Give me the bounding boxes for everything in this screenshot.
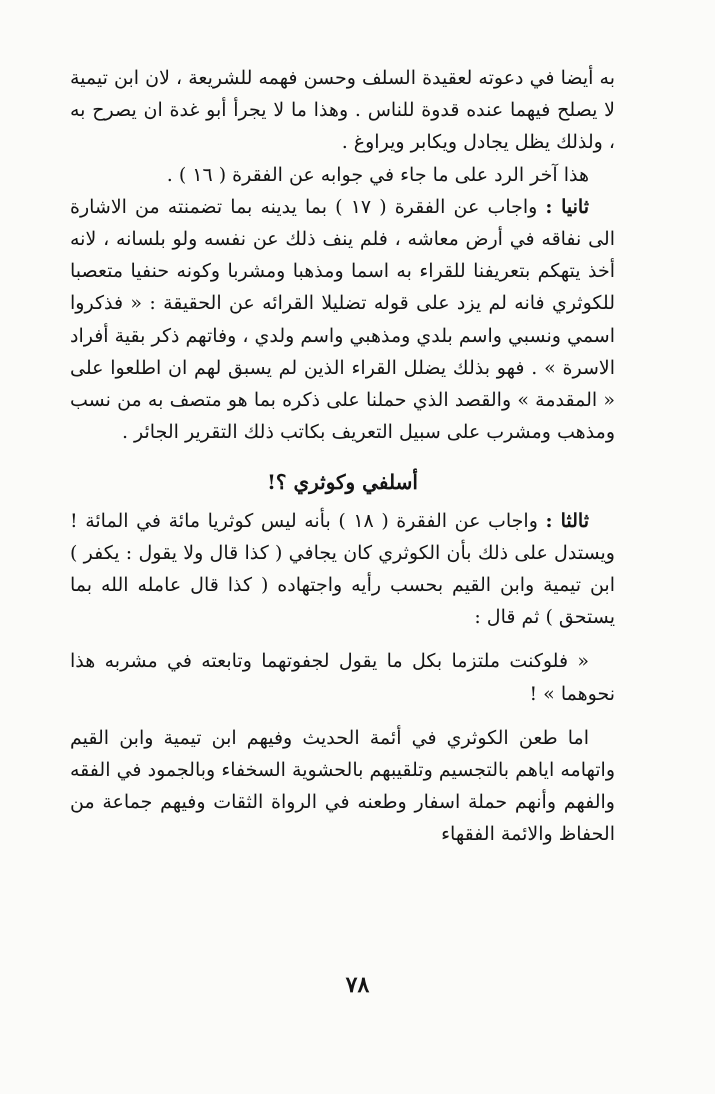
paragraph-lead: ثانيا : [545, 195, 589, 218]
paragraph-lead: ثالثا : [545, 509, 589, 532]
paragraph-text: « فلوكنت ملتزما بكل ما يقول لجفوتهما وتابعته في مشربه هذا نحوهما » ! [70, 650, 615, 705]
page-number: ٧٨ [345, 972, 370, 998]
paragraph-text: اما طعن الكوثري في أئمة الحديث وفيهم ابن تيمية وابن القيم واتهامه اياهم بالتجسيم وتلقيبهم بالحشوية السخفاء وبالجمود في الفقه والفهم وأنهم حملة اسفار وطعنه في الرواة الثقات وفيهم جماعة من الحفاظ والائمة الفقهاء [70, 726, 615, 846]
paragraph-1 [70, 62, 615, 159]
paragraph-3 [70, 191, 615, 449]
text-block [70, 62, 615, 851]
paragraph-text: به أيضا في دعوته لعقيدة السلف وحسن فهمه للشريعة ، لان ابن تيمية لا يصلح فيهما عنده قدوة للناس . وهذا ما لا يجرأ أبو غدة ان يصرح به ، ولذلك يظل يجادل ويكابر ويراوغ . [70, 67, 615, 154]
paragraph-2 [70, 159, 615, 191]
paragraph-text: واجاب عن الفقرة ( ١٧ ) بما يدينه بما تضمنته من الاشارة الى نفاقه في أرض معاشه ، فلم ينف ذلك عن نفسه ولو بلسانه ، لانه أخذ يتهكم بتعريفنا للقراء به اسما ومذهبا ومشربا وكونه حنفيا متعصبا للكوثري فانه لم يزد على قوله تضليلا القرائه عن الحقيقة : « فذكروا اسمي ونسبي واسم بلدي ومذهبي واسم ولدي ، وفاتهم ذكر بقية أفراد الاسرة » . فهو بذلك يضلل القراء الذين لم يسبق لهم ان اطلعوا على « المقدمة » والقصد الذي حملنا على ذكره بما هو متصف به من نسب ومذهب ومشرب على سبيل التعريف بكاتب ذلك التقرير الجائر . [70, 195, 615, 444]
quote-paragraph [70, 645, 615, 709]
section-heading: أسلفي وكوثري ؟! [267, 470, 418, 495]
paragraph-5 [70, 722, 615, 851]
paragraph-text: واجاب عن الفقرة ( ١٨ ) بأنه ليس كوثريا مائة في المائة ! ويستدل على ذلك بأن الكوثري كان يجافي ( كذا قال ولا يقول : يكفر ) ابن تيمية وابن القيم بحسب رأيه واجتهاده ( كذا قال عامله الله بما يستحق ) ثم قال : [70, 509, 615, 629]
paragraph-4 [70, 505, 615, 634]
paragraph-text: هذا آخر الرد على ما جاء في جوابه عن الفقرة ( ١٦ ) . [166, 163, 589, 186]
